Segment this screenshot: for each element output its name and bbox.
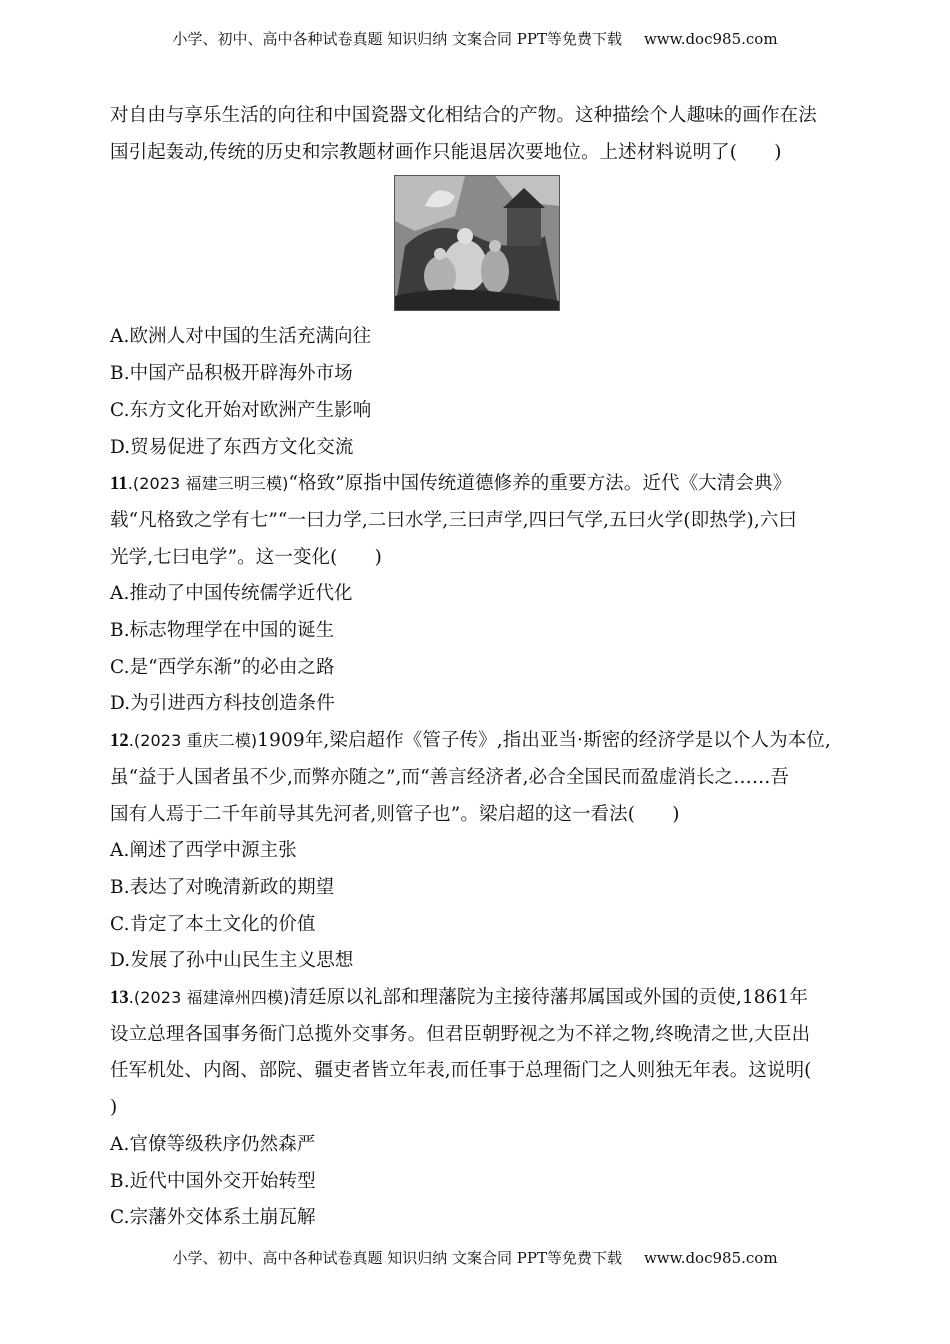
footer-url[interactable]: www.doc985.com xyxy=(643,1249,778,1267)
q11-stem-line-1 xyxy=(110,466,842,503)
header-url[interactable]: www.doc985.com xyxy=(643,30,778,48)
q11-stem-text-1: “格致”原指中国传统道德修养的重要方法。近代《大清会典》 xyxy=(288,473,792,495)
q11-stem-line-3: 光学,七曰电学”。这一变化( ) xyxy=(110,546,382,568)
q13-number: 13 xyxy=(110,988,129,1009)
q12-stem-line-3: 国有人焉于二千年前导其先河者,则管子也”。梁启超的这一看法( ) xyxy=(110,803,680,825)
q11-stem-line-2: 载“凡格致之学有七”“一曰力学,二曰水学,三曰声学,四曰气学,五曰火学(即热学),六曰 xyxy=(110,509,798,531)
rococo-painting-illustration xyxy=(394,175,560,311)
q13-stem-text-1: 清廷原以礼部和理藩院为主接待藩邦属国或外国的贡使,1861年 xyxy=(289,987,808,1009)
q10-stem-line-1: 对自由与享乐生活的向往和中国瓷器文化相结合的产物。这种描绘个人趣味的画作在法 xyxy=(110,105,817,126)
page-footer xyxy=(0,1247,950,1268)
q10-option-a: A.欧洲人对中国的生活充满向往 xyxy=(110,326,372,348)
q12-stem-text-1: 1909年,梁启超作《管子传》,指出亚当·斯密的经济学是以个人为本位, xyxy=(257,730,831,752)
q12-stem-line-1 xyxy=(110,723,842,760)
footer-text: 小学、初中、高中各种试卷真题 知识归纳 文案合同 PPT等免费下载 xyxy=(172,1249,622,1267)
q12-stem-line-2: 虽“益于人国者虽不少,而弊亦随之”,而“善言经济者,必合全国民而盈虚消长之……吾 xyxy=(110,766,790,788)
q13-stem-line-1 xyxy=(110,980,842,1017)
q11-option-a: A.推动了中国传统儒学近代化 xyxy=(110,583,353,605)
q12-option-c: C.肯定了本土文化的价值 xyxy=(110,913,316,935)
q13-stem-line-4: ) xyxy=(110,1097,118,1119)
page-header xyxy=(0,28,950,49)
q13-option-a: A.官僚等级秩序仍然森严 xyxy=(110,1133,316,1155)
q11-option-c: C.是“西学东渐”的必由之路 xyxy=(110,656,335,678)
q13-stem-line-3: 任军机处、内阁、部院、疆吏者皆立年表,而任事于总理衙门之人则独无年表。这说明( xyxy=(110,1060,812,1082)
q12-source: .(2023 重庆二模) xyxy=(128,731,258,751)
q12-option-d: D.发展了孙中山民生主义思想 xyxy=(110,950,354,972)
question-13 xyxy=(110,980,842,1237)
q10-option-b: B.中国产品积极开辟海外市场 xyxy=(110,363,353,385)
q10-option-d: D.贸易促进了东西方文化交流 xyxy=(110,436,354,458)
question-10 xyxy=(110,98,842,466)
question-11 xyxy=(110,466,842,723)
header-text: 小学、初中、高中各种试卷真题 知识归纳 文案合同 PPT等免费下载 xyxy=(172,30,622,48)
q10-option-c: C.东方文化开始对欧洲产生影响 xyxy=(110,399,372,421)
q10-stem-line-2: 国引起轰动,传统的历史和宗教题材画作只能退居次要地位。上述材料说明了( ) xyxy=(110,141,782,163)
q12-option-b: B.表达了对晚清新政的期望 xyxy=(110,876,335,898)
exam-content xyxy=(110,98,842,1237)
q11-option-d: D.为引进西方科技创造条件 xyxy=(110,693,335,715)
q13-option-c: C.宗藩外交体系土崩瓦解 xyxy=(110,1207,316,1229)
q12-number: 12 xyxy=(110,731,129,752)
question-12 xyxy=(110,723,842,980)
q13-stem-line-2: 设立总理各国事务衙门总揽外交事务。但君臣朝野视之为不祥之物,终晚清之世,大臣出 xyxy=(110,1023,811,1045)
q11-option-b: B.标志物理学在中国的诞生 xyxy=(110,620,335,642)
q11-number: 11 xyxy=(110,474,128,495)
q11-source: .(2023 福建三明三模) xyxy=(127,474,289,494)
q12-option-a: A.阐述了西学中源主张 xyxy=(110,840,297,862)
q13-source: .(2023 福建漳州四模) xyxy=(128,988,290,1008)
q13-option-b: B.近代中国外交开始转型 xyxy=(110,1170,316,1192)
